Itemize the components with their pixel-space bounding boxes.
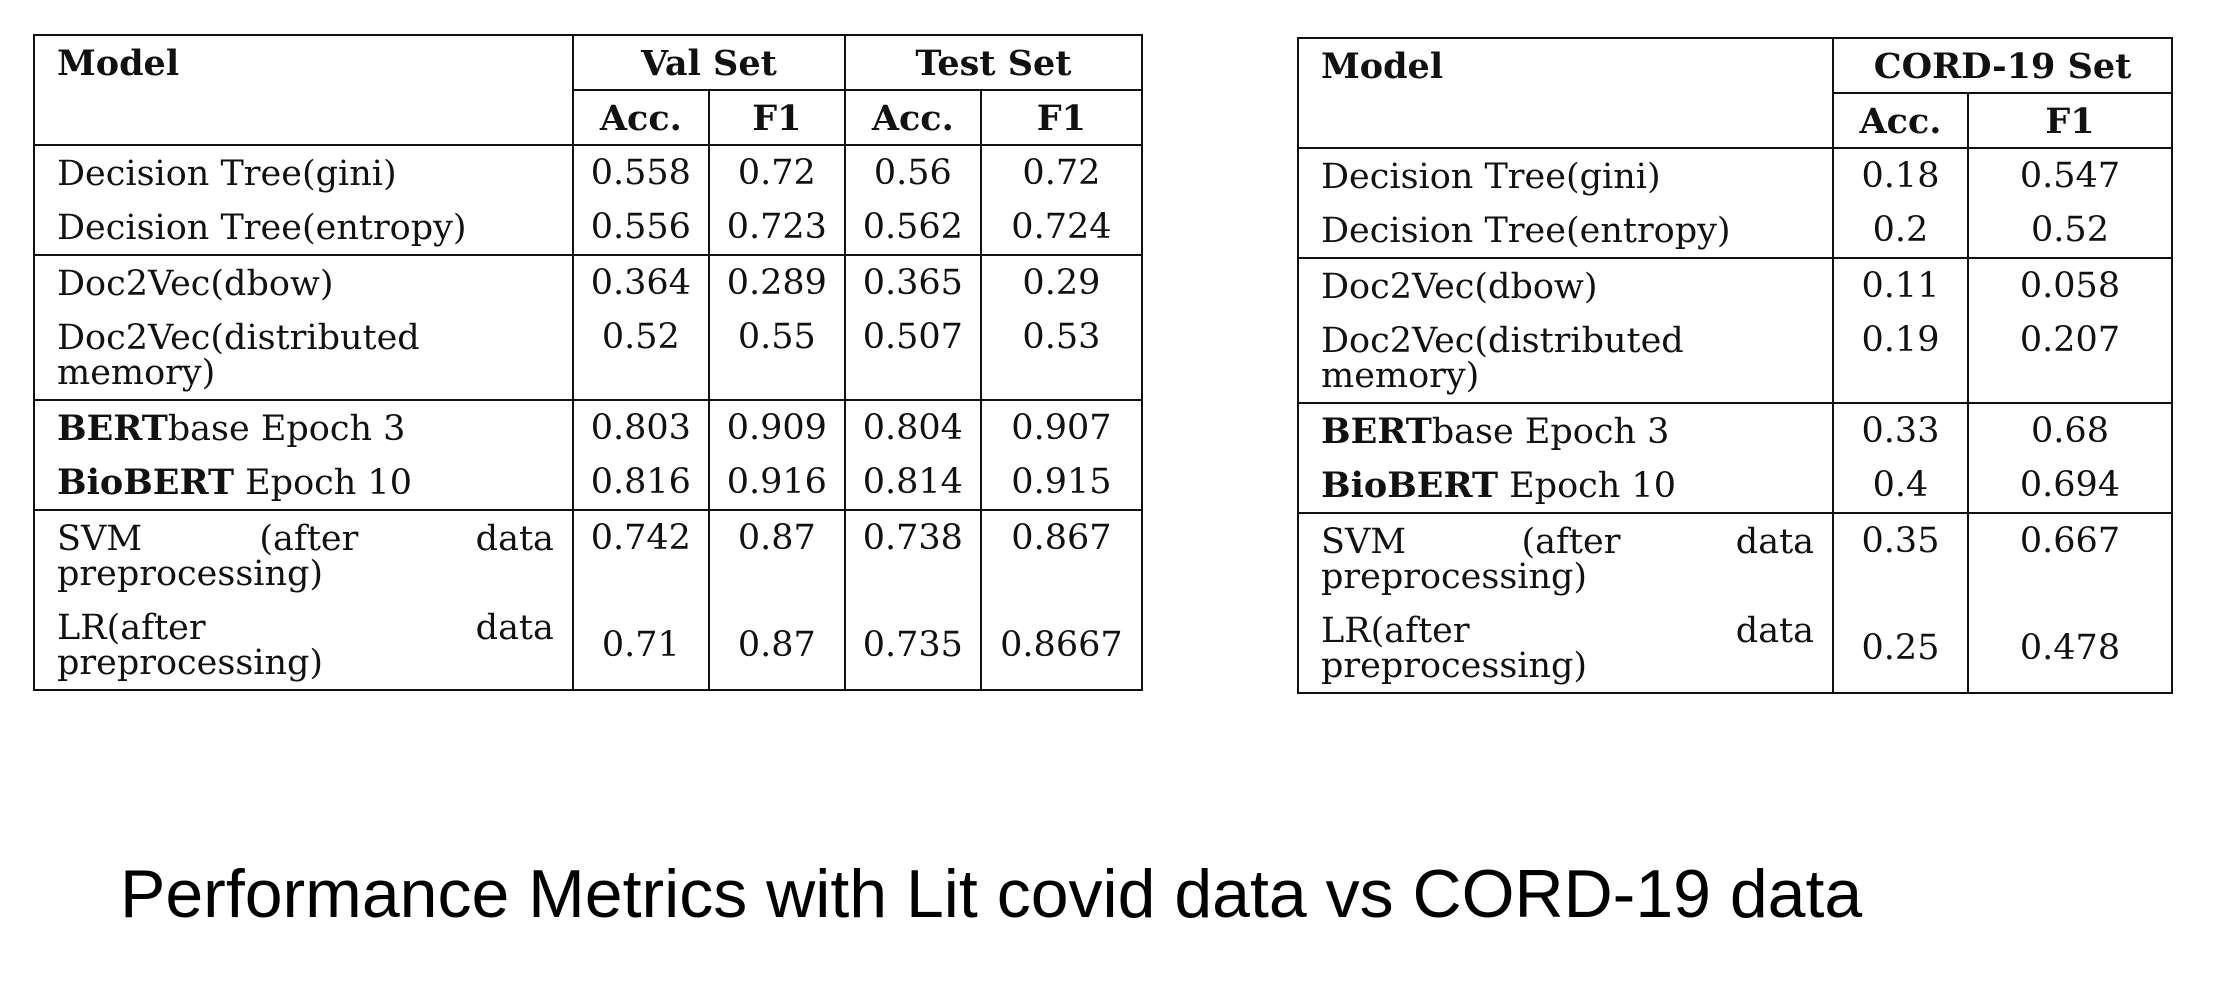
val-acc-cell: 0.556 xyxy=(573,200,709,255)
model-name: Doc2Vec(dbow) xyxy=(34,255,573,310)
val-f1-cell: 0.916 xyxy=(709,455,845,510)
cord19-acc-cell: 0.11 xyxy=(1833,258,1968,313)
test-f1-cell: 0.8667 xyxy=(981,600,1142,690)
val-f1-header: F1 xyxy=(709,90,845,145)
table-row xyxy=(1298,458,2172,513)
val-f1-cell: 0.289 xyxy=(709,255,845,310)
model-name: Decision Tree(entropy) xyxy=(1298,203,1833,258)
test-f1-cell: 0.867 xyxy=(981,510,1142,600)
table-row xyxy=(34,510,1142,600)
test-acc-cell: 0.507 xyxy=(845,310,981,400)
val-test-metrics-table xyxy=(33,34,1143,691)
model-name: BioBERT Epoch 10 xyxy=(34,455,573,510)
table-row xyxy=(34,145,1142,200)
model-name: BioBERT Epoch 10 xyxy=(1298,458,1833,513)
cord19-acc-cell: 0.35 xyxy=(1833,513,1968,603)
test-f1-cell: 0.907 xyxy=(981,400,1142,455)
table-header-row xyxy=(34,35,1142,90)
model-name: Decision Tree(gini) xyxy=(1298,148,1833,203)
test-acc-header: Acc. xyxy=(845,90,981,145)
table-row xyxy=(1298,403,2172,458)
cord19-acc-cell: 0.19 xyxy=(1833,313,1968,403)
cord19-acc-cell: 0.25 xyxy=(1833,603,1968,693)
table-row xyxy=(1298,513,2172,603)
table-row xyxy=(34,400,1142,455)
table-header-row xyxy=(1298,38,2172,93)
table-row xyxy=(34,600,1142,690)
test-f1-cell: 0.29 xyxy=(981,255,1142,310)
table-row xyxy=(1298,258,2172,313)
model-name: Doc2Vec(dbow) xyxy=(1298,258,1833,313)
cord19-acc-cell: 0.18 xyxy=(1833,148,1968,203)
table-row xyxy=(1298,203,2172,258)
test-acc-cell: 0.735 xyxy=(845,600,981,690)
val-acc-header: Acc. xyxy=(573,90,709,145)
cord19-acc-header: Acc. xyxy=(1833,93,1968,148)
val-acc-cell: 0.558 xyxy=(573,145,709,200)
val-acc-cell: 0.803 xyxy=(573,400,709,455)
val-acc-cell: 0.364 xyxy=(573,255,709,310)
table-row xyxy=(34,200,1142,255)
cord19-acc-cell: 0.4 xyxy=(1833,458,1968,513)
model-name: Decision Tree(gini) xyxy=(34,145,573,200)
cord19-metrics-table xyxy=(1297,37,2173,694)
model-name: SVM (after data preprocessing) xyxy=(34,510,573,600)
model-column-header: Model xyxy=(1298,38,1833,148)
model-name: Doc2Vec(distributed memory) xyxy=(1298,313,1833,403)
test-f1-header: F1 xyxy=(981,90,1142,145)
cord19-f1-cell: 0.52 xyxy=(1968,203,2172,258)
model-name: BERTbase Epoch 3 xyxy=(1298,403,1833,458)
test-f1-cell: 0.724 xyxy=(981,200,1142,255)
test-f1-cell: 0.72 xyxy=(981,145,1142,200)
val-acc-cell: 0.816 xyxy=(573,455,709,510)
test-set-header: Test Set xyxy=(845,35,1142,90)
table-row xyxy=(34,310,1142,400)
table-row xyxy=(1298,603,2172,693)
cord19-f1-cell: 0.68 xyxy=(1968,403,2172,458)
model-name: LR(after data preprocessing) xyxy=(1298,603,1833,693)
cord19-acc-cell: 0.2 xyxy=(1833,203,1968,258)
table-row xyxy=(1298,313,2172,403)
table-row xyxy=(1298,148,2172,203)
table-row xyxy=(34,255,1142,310)
cord19-f1-cell: 0.667 xyxy=(1968,513,2172,603)
cord19-f1-header: F1 xyxy=(1968,93,2172,148)
cord19-f1-cell: 0.207 xyxy=(1968,313,2172,403)
val-set-header: Val Set xyxy=(573,35,845,90)
test-acc-cell: 0.804 xyxy=(845,400,981,455)
test-acc-cell: 0.814 xyxy=(845,455,981,510)
model-name: Decision Tree(entropy) xyxy=(34,200,573,255)
test-acc-cell: 0.738 xyxy=(845,510,981,600)
cord19-f1-cell: 0.547 xyxy=(1968,148,2172,203)
val-acc-cell: 0.742 xyxy=(573,510,709,600)
test-acc-cell: 0.365 xyxy=(845,255,981,310)
model-name: Doc2Vec(distributed memory) xyxy=(34,310,573,400)
val-f1-cell: 0.87 xyxy=(709,600,845,690)
val-acc-cell: 0.71 xyxy=(573,600,709,690)
val-acc-cell: 0.52 xyxy=(573,310,709,400)
test-acc-cell: 0.562 xyxy=(845,200,981,255)
val-f1-cell: 0.87 xyxy=(709,510,845,600)
cord19-set-header: CORD-19 Set xyxy=(1833,38,2172,93)
val-f1-cell: 0.55 xyxy=(709,310,845,400)
cord19-f1-cell: 0.058 xyxy=(1968,258,2172,313)
model-name: SVM (after data preprocessing) xyxy=(1298,513,1833,603)
test-f1-cell: 0.915 xyxy=(981,455,1142,510)
test-acc-cell: 0.56 xyxy=(845,145,981,200)
model-column-header: Model xyxy=(34,35,573,145)
cord19-acc-cell: 0.33 xyxy=(1833,403,1968,458)
val-f1-cell: 0.72 xyxy=(709,145,845,200)
model-name: LR(after data preprocessing) xyxy=(34,600,573,690)
slide-caption: Performance Metrics with Lit covid data vs CORD-19 data xyxy=(120,856,1863,932)
test-f1-cell: 0.53 xyxy=(981,310,1142,400)
model-name: BERTbase Epoch 3 xyxy=(34,400,573,455)
val-f1-cell: 0.909 xyxy=(709,400,845,455)
cord19-f1-cell: 0.478 xyxy=(1968,603,2172,693)
val-f1-cell: 0.723 xyxy=(709,200,845,255)
cord19-f1-cell: 0.694 xyxy=(1968,458,2172,513)
table-row xyxy=(34,455,1142,510)
